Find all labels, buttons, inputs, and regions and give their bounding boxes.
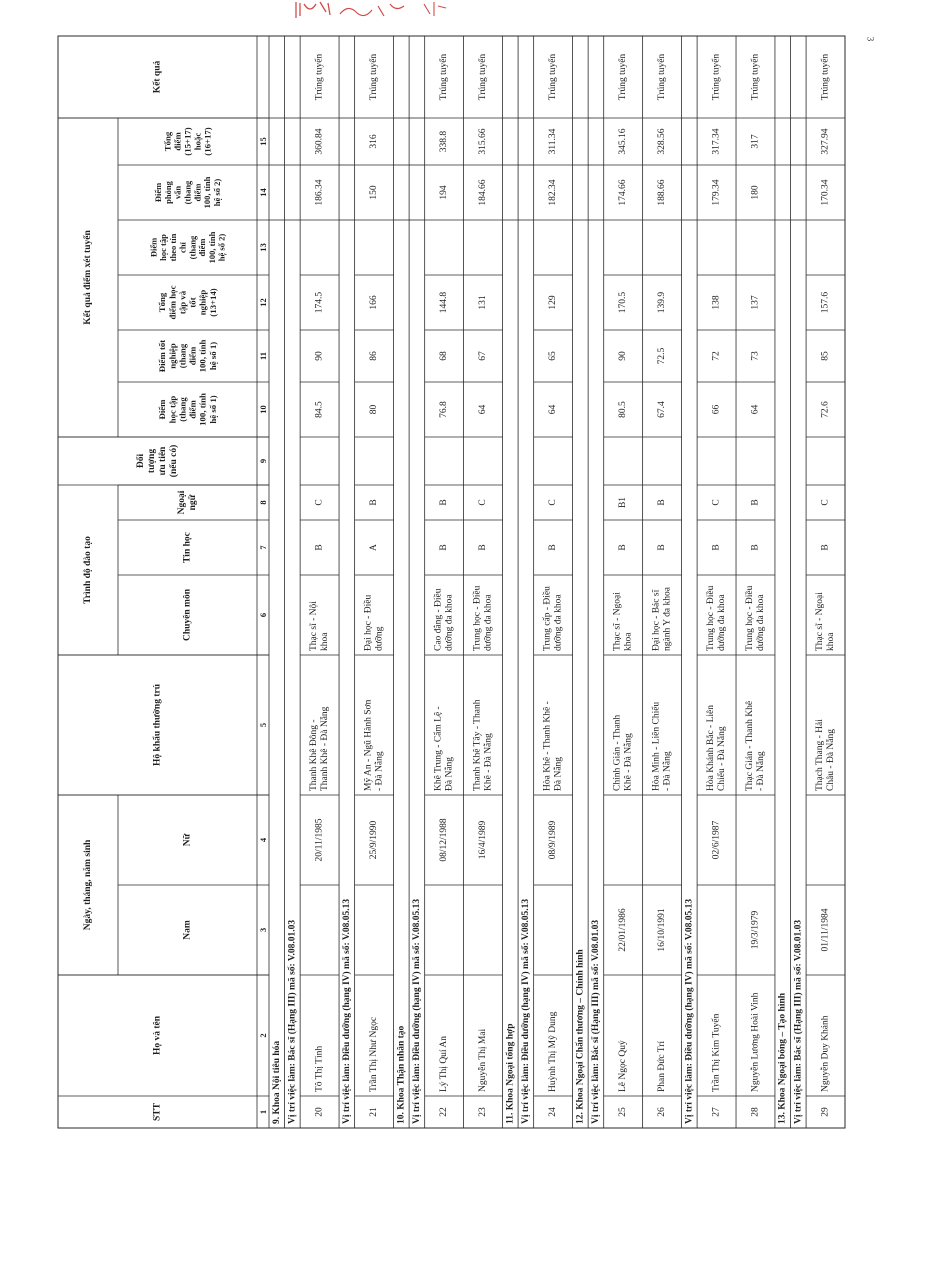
cell-text: Trung cấp - Điều (542, 586, 553, 651)
result-status: Trúng tuyển (711, 53, 722, 101)
cell-text: Mỹ An - Ngũ Hành Sơn (363, 699, 374, 791)
cell-text: 150 (369, 185, 380, 200)
header-cell: (thang (177, 397, 188, 422)
cell-text: - Đà Nẵng (374, 751, 385, 791)
column-number: 4 (258, 837, 268, 843)
cell-text: 72.5 (657, 347, 668, 365)
cell-text: Hòa Khánh Bắc - Liên (706, 705, 717, 791)
header-cell: điểm (192, 183, 203, 202)
header-cell: điểm (172, 132, 183, 151)
header-cell: 100, tính (197, 393, 208, 426)
cell-text: 64 (548, 404, 559, 415)
header-cell: Kết quả điểm xét tuyển (83, 230, 93, 325)
header-cell: Nữ (182, 833, 193, 847)
cell-text: 68 (439, 351, 450, 361)
cell-text: 186.34 (314, 179, 325, 206)
header-cell: chỉ (177, 242, 188, 253)
column-number: 11 (258, 351, 268, 361)
header-cell: hoặc (192, 132, 203, 151)
header-cell: phỏng (162, 181, 173, 204)
cell-text: dưỡng đa khoa (755, 594, 766, 651)
cell-text: B (478, 544, 489, 551)
header-cell: STT (152, 1103, 163, 1121)
header-cell: điểm (187, 346, 198, 366)
cell-text: 65 (548, 351, 559, 361)
cell-text: Chính Gián - Thanh (612, 714, 623, 791)
birth-date-female: 16/4/1989 (478, 820, 489, 860)
cell-text: C (314, 499, 325, 506)
department-row: 12. Khoa Ngoại Chấn thương – Chỉnh hình (575, 949, 586, 1124)
department-row: 9. Khoa Nội tiêu hóa (271, 1040, 282, 1124)
cell-text: Trung học - Điều (706, 585, 717, 651)
header-cell: ưu tiên (157, 446, 168, 476)
cell-text: Phan Đức Trí (657, 1040, 668, 1092)
header-cell: Điểm (148, 237, 159, 258)
cell-text: 66 (711, 404, 722, 415)
cell-text: Thanh Khê Tây - Thanh (472, 699, 483, 791)
column-number: 8 (258, 500, 268, 505)
cell-text: Châu - Đà Nẵng (826, 729, 837, 791)
cell-text: B (439, 544, 450, 551)
cell-text: Thanh Khê Đông - (309, 719, 320, 791)
cell-text: Đại học - Bác sĩ (651, 589, 662, 651)
column-number: 14 (258, 188, 268, 197)
cell-text: 174.5 (314, 291, 325, 314)
cell-text: 73 (750, 351, 761, 361)
cell-text: Thạc sĩ - Nội (309, 601, 320, 651)
cell-text: B (314, 544, 325, 551)
cell-text: dưỡng (374, 626, 385, 651)
header-cell: ngữ (187, 494, 198, 511)
cell-text: 90 (618, 351, 629, 361)
header-cell: hệ số 1) (207, 341, 218, 371)
header-cell: Nam (182, 920, 193, 940)
department-row: 10. Khoa Thận nhân tạo (396, 1025, 407, 1124)
cell-text: B (657, 544, 668, 551)
header-cell: 100, tính (202, 176, 213, 209)
cell-text: 327.94 (820, 128, 831, 155)
cell-text: 317.34 (711, 128, 722, 155)
birth-date-male: 19/3/1979 (750, 910, 761, 950)
result-status: Trúng tuyển (820, 53, 831, 101)
header-cell: (thang (177, 343, 188, 369)
page-number: 3 (865, 36, 876, 42)
header-cell: Điểm (153, 182, 164, 203)
cell-text: 345.16 (618, 128, 629, 155)
position-row: Vị trí việc làm: Bác sĩ (Hạng III) mã số: V.08.01.03 (287, 919, 298, 1124)
cell-text: B (439, 499, 450, 506)
result-status: Trúng tuyển (657, 53, 668, 101)
cell-text: Lý Thị Quí An (439, 1035, 450, 1092)
header-cell: Tổng (162, 131, 173, 152)
header-cell: Tổng (157, 292, 168, 313)
header-cell: học tập (167, 395, 178, 424)
cell-text: 129 (548, 295, 559, 310)
cell-text: Cao đẳng - Điều (433, 588, 444, 651)
cell-text: B (618, 544, 629, 551)
row-number: 24 (548, 1107, 559, 1117)
cell-text: dưỡng đa khoa (444, 594, 455, 651)
cell-text: 84.5 (314, 401, 325, 418)
row-number: 27 (711, 1107, 722, 1117)
cell-text: 170.5 (618, 291, 629, 314)
cell-text: Nguyễn Lương Hoài Vinh (750, 992, 761, 1092)
birth-date-female: 08/9/1989 (548, 820, 559, 860)
cell-text: Thạc sĩ - Ngoại (815, 592, 826, 651)
row-number: 28 (750, 1107, 761, 1117)
result-status: Trúng tuyển (548, 53, 559, 101)
cell-text: 328.56 (657, 128, 668, 155)
cell-text: 86 (369, 351, 380, 361)
cell-text: 138 (711, 295, 722, 310)
header-cell: hệ số 2) (216, 233, 227, 262)
cell-text: B (750, 544, 761, 551)
cell-text: Đại học - Điều (363, 594, 374, 651)
header-cell: Kết quả (152, 60, 163, 94)
cell-text: Hòa Minh - Liên Chiểu (651, 701, 662, 791)
cell-text: dưỡng đa khoa (553, 594, 564, 651)
header-cell: Chuyên môn (182, 589, 193, 641)
row-number: 23 (478, 1107, 489, 1117)
cell-text: 180 (750, 185, 761, 200)
row-number: 26 (657, 1107, 668, 1117)
cell-text: 157.6 (820, 291, 831, 314)
cell-text: B (369, 499, 380, 506)
header-cell: Điểm (157, 399, 168, 420)
cell-text: khoa (623, 632, 634, 651)
cell-text: 174.66 (618, 179, 629, 206)
header-cell: Họ và tên (152, 1015, 163, 1056)
column-number: 5 (258, 722, 268, 728)
cell-text: Trung học - Điều (744, 585, 755, 651)
column-number: 12 (258, 298, 268, 307)
header-cell: 100, tính (206, 231, 217, 264)
cell-text: 188.66 (657, 179, 668, 206)
cell-text: Trần Thị Kim Tuyến (711, 1013, 722, 1092)
position-row: Vị trí việc làm: Điều dưỡng (hạng IV) mã số: V.08.05.13 (684, 898, 695, 1124)
column-number: 13 (258, 243, 268, 252)
position-row: Vị trí việc làm: Bác sĩ (Hạng III) mã số: V.08.01.03 (590, 919, 601, 1124)
column-number: 2 (258, 1033, 268, 1038)
cell-text: 317 (750, 134, 761, 149)
header-cell: điểm (187, 400, 198, 419)
cell-text: dưỡng đa khoa (717, 594, 728, 651)
department-row: 13. Khoa Ngoại bỏng – Tạo hình (777, 992, 788, 1124)
row-number: 20 (314, 1107, 325, 1117)
header-cell: (16+17) (202, 127, 213, 156)
cell-text: Khê Trung - Cẩm Lệ - (433, 706, 444, 791)
cell-text: Hòa Khê - Thanh Khê - (542, 701, 553, 791)
cell-text: 170.34 (820, 179, 831, 206)
result-status: Trúng tuyển (369, 53, 380, 101)
cell-text: 311.34 (548, 128, 559, 155)
cell-text: Thạch Thang - Hải (815, 719, 826, 791)
header-cell: hệ số 2) (211, 178, 222, 207)
cell-text: 360.84 (314, 128, 325, 155)
cell-text: C (711, 499, 722, 506)
column-number: 3 (258, 927, 268, 933)
header-cell: (nếu có) (168, 444, 179, 478)
column-number: 1 (258, 1109, 268, 1115)
column-number: 7 (258, 545, 268, 550)
cell-text: 72 (711, 351, 722, 361)
cell-text: - Đà Nẵng (662, 751, 673, 791)
result-status: Trúng tuyển (439, 53, 450, 101)
result-status: Trúng tuyển (750, 53, 761, 101)
cell-text: - Đà Nẵng (755, 751, 766, 791)
birth-date-female: 08/12/1988 (439, 818, 450, 862)
cell-text: C (820, 499, 831, 506)
cell-text: 131 (478, 295, 489, 310)
header-cell: 100, tính (197, 339, 208, 373)
header-cell: Điểm tốt (157, 339, 168, 373)
cell-text: 184.66 (478, 179, 489, 206)
cell-text: 144.8 (439, 291, 450, 314)
birth-date-female: 20/11/1985 (314, 818, 325, 862)
birth-date-male: 01/11/1984 (820, 908, 831, 952)
cell-text: 166 (369, 295, 380, 310)
cell-text: Đà Nẵng (553, 756, 564, 791)
header-cell: (thang (187, 235, 198, 260)
header-cell: Hộ khẩu thường trú (152, 684, 163, 766)
header-cell: (13+14) (207, 288, 218, 317)
cell-text: B (657, 499, 668, 506)
cell-text: Trần Thị Như Ngọc (369, 1016, 380, 1092)
header-cell: Ngày, tháng, năm sinh (83, 839, 93, 931)
cell-text: 179.34 (711, 179, 722, 206)
cell-text: C (478, 499, 489, 506)
header-cell: Tin học (182, 532, 193, 563)
cell-text: Đà Nẵng (444, 756, 455, 791)
row-number: 22 (439, 1107, 450, 1117)
cell-text: Thạc sĩ - Ngoại (612, 592, 623, 651)
birth-date-male: 16/10/1991 (657, 908, 668, 952)
position-row: Vị trí việc làm: Điều dưỡng (hạng IV) mã số: V.08.05.13 (520, 898, 531, 1124)
cell-text: Huỳnh Thị Mỹ Dung (548, 1011, 559, 1092)
result-status: Trúng tuyển (618, 53, 629, 101)
cell-text: Thạc Gián - Thanh Khê (744, 700, 755, 791)
birth-date-female: 25/9/1990 (369, 820, 380, 860)
cell-text: 139.9 (657, 291, 668, 314)
header-cell: (15+17) (182, 127, 193, 156)
header-cell: Ngoại (177, 490, 188, 515)
column-number: 9 (258, 458, 268, 464)
cell-text: 80.5 (618, 401, 629, 418)
cell-text: 137 (750, 295, 761, 310)
cell-text: Thanh Khê - Đà Nẵng (320, 706, 331, 791)
header-cell: Trình độ đào tạo (83, 536, 93, 604)
position-row: Vị trí việc làm: Điều dưỡng (hạng IV) mã số: V.08.05.13 (411, 898, 422, 1124)
header-cell: tượng (147, 448, 158, 474)
cell-text: 72.6 (820, 401, 831, 418)
cell-text: Khê - Đà Nẵng (483, 733, 494, 791)
cell-text: 67 (478, 351, 489, 361)
header-cell: điểm (197, 238, 208, 257)
cell-text: 64 (478, 404, 489, 415)
result-status: Trúng tuyển (478, 53, 489, 101)
header-cell: theo tín (167, 233, 178, 262)
header-cell: nghiệp (167, 343, 178, 369)
header-cell: học tập (158, 234, 169, 261)
header-cell: tập và (177, 290, 188, 315)
cell-text: A (369, 544, 380, 551)
cell-text: Lê Ngọc Quý (618, 1040, 629, 1092)
cell-text: Trung học - Điều (472, 585, 483, 651)
cell-text: B (820, 544, 831, 551)
cell-text: khoa (320, 632, 331, 651)
row-number: 21 (369, 1107, 380, 1117)
header-cell: Đối (136, 453, 147, 469)
cell-text: Nguyễn Thị Mai (478, 1028, 489, 1092)
cell-text: ngành Y đa khoa (662, 587, 673, 651)
cell-text: dưỡng đa khoa (483, 594, 494, 651)
header-cell: nghiệp (197, 289, 208, 316)
cell-text: 90 (314, 351, 325, 361)
row-number: 29 (820, 1107, 831, 1117)
header-cell: hệ số 1) (207, 395, 218, 424)
column-number: 10 (258, 405, 268, 414)
result-status: Trúng tuyển (314, 53, 325, 101)
column-number: 15 (258, 137, 268, 146)
position-row: Vị trí việc làm: Bác sĩ (Hạng III) mã số: V.08.01.03 (793, 919, 804, 1124)
row-number: 25 (618, 1107, 629, 1117)
cell-text: khoa (826, 632, 837, 651)
cell-text: 315.66 (478, 128, 489, 155)
header-cell: (thang (182, 180, 193, 205)
cell-text: 338.8 (439, 130, 450, 153)
cell-text: 316 (369, 134, 380, 149)
cell-text: 80 (369, 404, 380, 415)
cell-text: B (711, 544, 722, 551)
cell-text: Chiểu - Đà Nẵng (717, 726, 728, 791)
cell-text: B1 (618, 496, 629, 509)
cell-text: Khê - Đà Nẵng (623, 733, 634, 791)
birth-date-male: 22/01/1986 (618, 908, 629, 952)
cell-text: 85 (820, 351, 831, 361)
header-cell: tốt (187, 297, 198, 308)
cell-text: Nguyễn Duy Khánh (820, 1015, 831, 1092)
cell-text: 76.8 (439, 401, 450, 418)
position-row: Vị trí việc làm: Điều dưỡng (hạng IV) mã số: V.08.05.13 (341, 898, 352, 1124)
cell-text: B (548, 544, 559, 551)
birth-date-female: 02/6/1987 (711, 820, 722, 860)
cell-text: 64 (750, 404, 761, 415)
cell-text: 182.34 (548, 179, 559, 206)
cell-text: C (548, 499, 559, 506)
cell-text: 194 (439, 185, 450, 200)
department-row: 11. Khoa Ngoại tổng hợp (505, 1023, 516, 1124)
header-cell: vấn (172, 185, 183, 200)
cell-text: Tô Thị Tình (314, 1045, 325, 1092)
cell-text: B (750, 499, 761, 506)
cell-text: 67.4 (657, 401, 668, 418)
header-cell: điểm học (167, 285, 178, 320)
column-number: 6 (258, 612, 268, 618)
